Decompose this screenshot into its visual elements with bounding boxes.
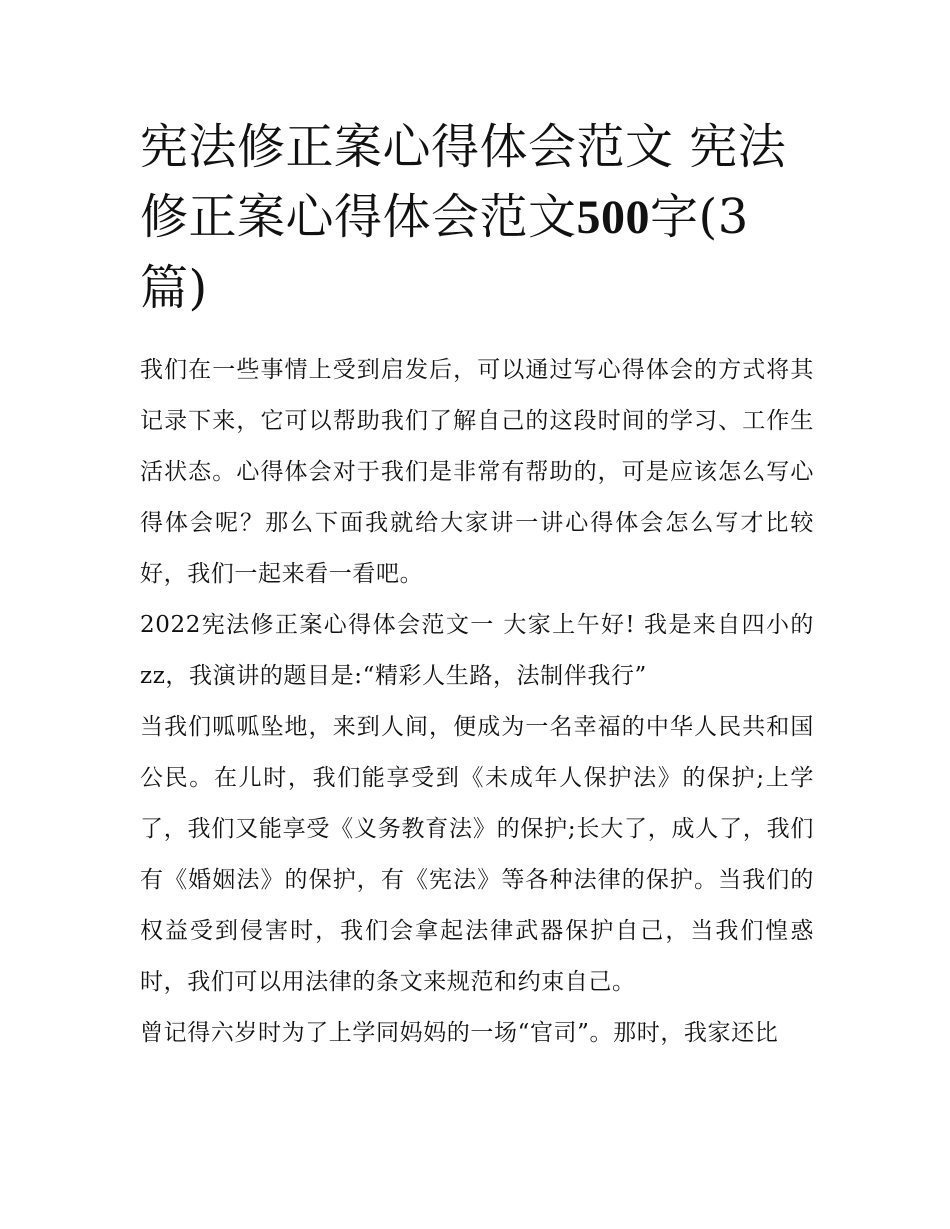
title-text-part1: 宪法修正案心得体会范文 宪法修正案心得体会范文 [140, 119, 787, 245]
title-text-part2: 字(3篇) [140, 189, 749, 316]
document-title [140, 112, 814, 323]
body-paragraph-continued: 曾记得六岁时为了上学同妈妈的一场“官司”。那时，我家还比 [140, 1020, 779, 1046]
body-paragraph: 当我们呱呱坠地，来到人间，便成为一名幸福的中华人民共和国公民。在儿时，我们能享受到《未成年人保护法》的保护;上学了，我们又能享受《义务教育法》的保护;长大了，成人了，我们有《婚姻法》的保护，有《宪法》等各种法律的保护。当我们的权益受到侵害时，我们会拿起法律武器保护自己，当我们惶惑时，我们可以用法律的条文来规范和约束自己。 [140, 714, 814, 995]
intro-paragraph: 我们在一些事情上受到启发后，可以通过写心得体会的方式将其记录下来，它可以帮助我们了解自己的这段时间的学习、工作生活状态。心得体会对于我们是非常有帮助的，可是应该怎么写心得体会呢？那么下面我就给大家讲一讲心得体会怎么写才比较好，我们一起来看一看吧。 [140, 357, 814, 587]
speech-opening-paragraph: 2022宪法修正案心得体会范文一 大家上午好! 我是来自四小的zz，我演讲的题目是:“精彩人生路，法制伴我行” [140, 612, 814, 689]
title-number: 500 [576, 191, 651, 244]
document-page [140, 112, 814, 1059]
